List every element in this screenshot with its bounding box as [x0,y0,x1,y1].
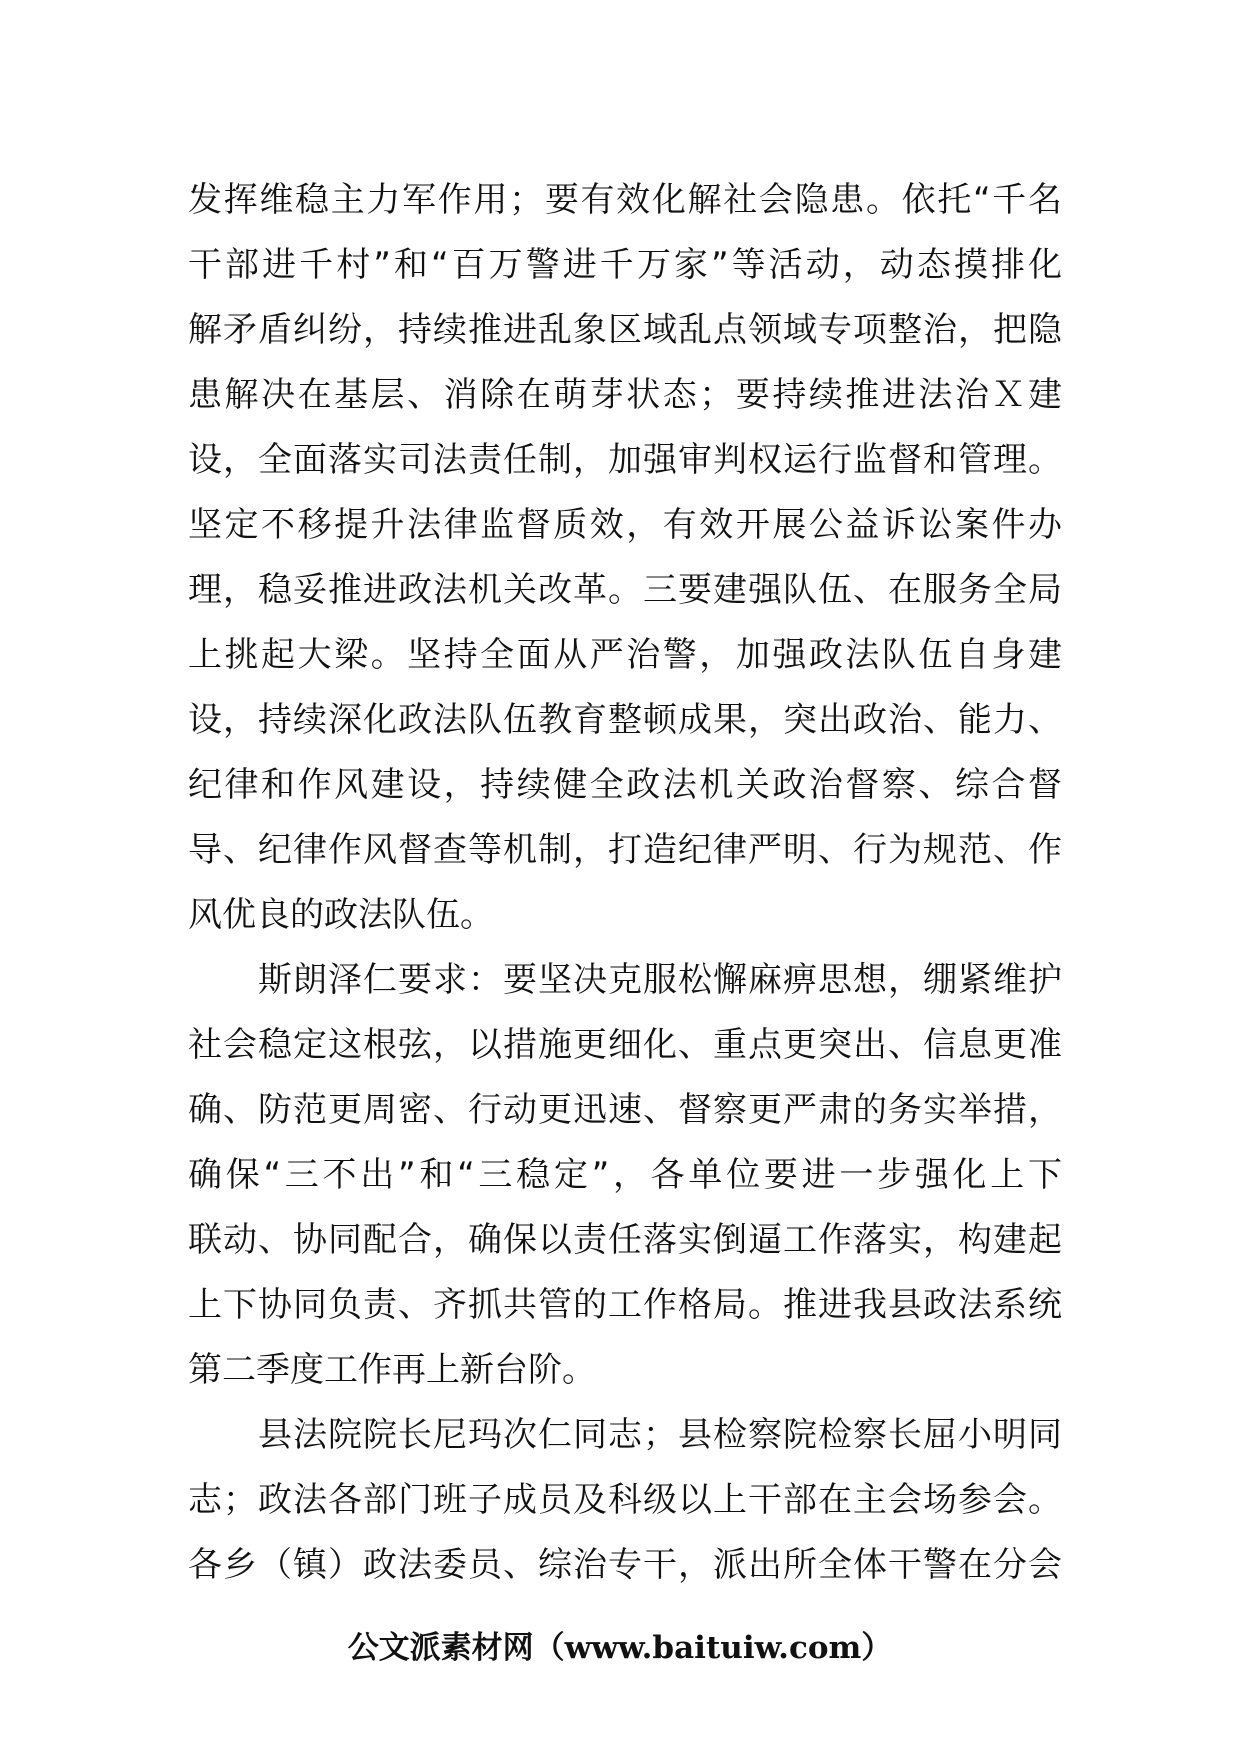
text-line: 导、纪律作风督查等机制，打造纪律严明、行为规范、作 [188,830,1062,870]
text-line: 理，稳妥推进政法机关改革。三要建强队伍、在服务全局 [188,570,1062,610]
text-line: 第二季度工作再上新台阶。 [188,1350,596,1390]
text-line: 风优良的政法队伍。 [188,895,494,935]
text-line: 干部进千村”和“百万警进千万家”等活动，动态摸排化 [188,245,1062,285]
text-line: 斯朗泽仁要求：要坚决克服松懈麻痹思想，绷紧维护 [188,960,1062,1000]
text-line: 确保“三不出”和“三稳定”，各单位要进一步强化上下 [188,1155,1062,1195]
text-line: 志；政法各部门班子成员及科级以上干部在主会场参会。 [188,1480,1062,1520]
text-line: 发挥维稳主力军作用；要有效化解社会隐患。依托“千名 [188,180,1062,220]
text-line: 上下协同负责、齐抓共管的工作格局。推进我县政法系统 [188,1285,1062,1325]
text-line: 设，全面落实司法责任制，加强审判权运行监督和管理。 [188,440,1062,480]
document-body [188,168,1062,1598]
text-line: 联动、协同配合，确保以责任落实倒逼工作落实，构建起 [188,1220,1062,1260]
text-line: 纪律和作风建设，持续健全政法机关政治督察、综合督 [188,765,1062,805]
text-line: 坚定不移提升法律监督质效，有效开展公益诉讼案件办 [188,505,1062,545]
text-line: 确、防范更周密、行动更迅速、督察更严肃的务实举措， [188,1090,1062,1130]
text-line: 社会稳定这根弦，以措施更细化、重点更突出、信息更准 [188,1025,1062,1065]
text-line: 解矛盾纠纷，持续推进乱象区域乱点领域专项整治，把隐 [188,310,1062,350]
text-line: 上挑起大梁。坚持全面从严治警，加强政法队伍自身建 [188,635,1062,675]
text-line: 设，持续深化政法队伍教育整顿成果，突出政治、能力、 [188,700,1062,740]
watermark-footer: 公文派素材网（www.baituiw.com） [347,1630,893,1666]
text-line: 患解决在基层、消除在萌芽状态；要持续推进法治Ｘ建 [188,375,1062,415]
text-line: 各乡（镇）政法委员、综治专干，派出所全体干警在分会 [188,1545,1062,1585]
text-line: 县法院院长尼玛次仁同志；县检察院检察长屈小明同 [188,1415,1062,1455]
